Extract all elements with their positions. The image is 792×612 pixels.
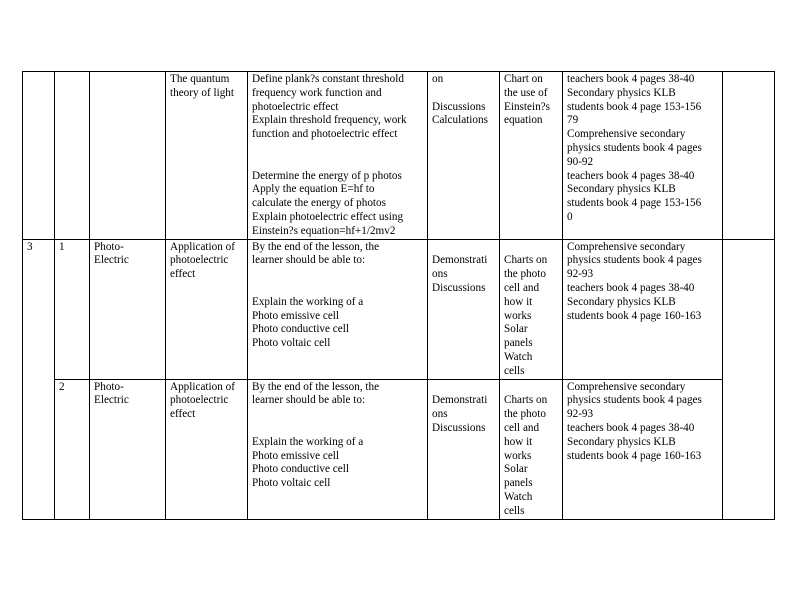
remarks-cell	[723, 239, 775, 519]
cell-line: photoelectric effect	[252, 100, 339, 113]
cell-line: students book 4 page 153-156	[567, 197, 702, 210]
topic-cell	[90, 72, 166, 240]
cell-line	[504, 241, 558, 255]
table-row	[23, 239, 775, 379]
cell-line: Define plank?s constant threshold	[252, 73, 404, 85]
cell-line: Photo voltaic cell	[252, 337, 331, 350]
cell-line: Solar	[504, 323, 528, 336]
cell-line: frequency work function and	[252, 86, 382, 99]
cell-line: Electric	[94, 254, 129, 267]
cell-line: cell and	[504, 281, 540, 294]
cell-line: cells	[504, 504, 525, 517]
cell-line: By the end of the lesson, the	[252, 380, 380, 393]
cell-line	[252, 268, 423, 282]
cell-line: theory of light	[170, 86, 235, 99]
cell-line	[252, 422, 423, 436]
cell-line: effect	[170, 268, 196, 281]
cell-line: Calculations	[432, 114, 488, 127]
cell-line: works	[504, 449, 532, 462]
cell-line: Discussions	[432, 281, 486, 294]
topic-cell	[90, 379, 166, 519]
cell-line: photoelectric	[170, 394, 229, 407]
cell-line: Photo conductive cell	[252, 323, 349, 336]
cell-line: teachers book 4 pages 38-40	[567, 281, 695, 294]
cell-line: effect	[170, 408, 196, 421]
cell-line: cell and	[504, 421, 540, 434]
cell-line: 90-92	[567, 155, 594, 168]
cell-line: 79	[567, 114, 579, 127]
cell-line: Explain the working of a	[252, 295, 364, 308]
subtopic-cell	[166, 239, 248, 379]
cell-line	[432, 381, 495, 395]
scheme-of-work-table	[22, 71, 775, 520]
cell-line: Secondary physics KLB	[567, 435, 676, 448]
cell-line: Einstein?s equation=hf+1/2mv2	[252, 224, 396, 237]
cell-line: calculate the energy of photos	[252, 197, 386, 210]
cell-line: students book 4 page 160-163	[567, 309, 702, 322]
cell-line: students book 4 page 160-163	[567, 449, 702, 462]
activities-cell	[428, 72, 500, 240]
cell-line: ons	[432, 268, 448, 281]
week-cell: 3	[23, 239, 55, 519]
cell-line: Electric	[94, 394, 129, 407]
cell-line: teachers book 4 pages 38-40	[567, 421, 695, 434]
cell-line: By the end of the lesson, the	[252, 240, 380, 253]
cell-line: Charts on	[504, 394, 548, 407]
cell-line: equation	[504, 114, 543, 127]
cell-line: Comprehensive secondary	[567, 380, 686, 393]
subtopic-cell	[166, 72, 248, 240]
cell-line: Photo emissive cell	[252, 449, 340, 462]
cell-line: Application of	[170, 240, 235, 253]
cell-line: how it	[504, 435, 533, 448]
cell-line: Demonstrati	[432, 394, 488, 407]
cell-line: Comprehensive secondary	[567, 128, 686, 141]
cell-line: the photo	[504, 408, 546, 421]
objectives-cell	[248, 72, 428, 240]
cell-line: Photo emissive cell	[252, 309, 340, 322]
cell-line: the photo	[504, 268, 546, 281]
resources-cell	[500, 379, 563, 519]
cell-line: learner should be able to:	[252, 254, 366, 267]
cell-line: Einstein?s	[504, 100, 550, 113]
objectives-cell	[248, 239, 428, 379]
cell-line: learner should be able to:	[252, 394, 366, 407]
cell-line: Demonstrati	[432, 254, 488, 267]
cell-line	[252, 156, 423, 170]
cell-line: the use of	[504, 86, 548, 99]
cell-line: teachers book 4 pages 38-40	[567, 73, 695, 85]
cell-line: Secondary physics KLB	[567, 86, 676, 99]
cell-line: Discussions	[432, 100, 486, 113]
cell-line: Comprehensive secondary	[567, 240, 686, 253]
cell-line: function and photoelectric effect	[252, 128, 398, 141]
lesson-cell: 2	[55, 379, 90, 519]
cell-line: Watch	[504, 490, 533, 503]
references-cell	[563, 239, 723, 379]
cell-line: Explain the working of a	[252, 435, 364, 448]
cell-line	[252, 282, 423, 296]
resources-cell	[500, 239, 563, 379]
table-row	[23, 379, 775, 519]
activities-cell	[428, 379, 500, 519]
cell-line: photoelectric	[170, 254, 229, 267]
cell-line: 92-93	[567, 268, 594, 281]
cell-line: panels	[504, 337, 533, 350]
cell-line: Explain threshold frequency, work	[252, 114, 407, 127]
cell-line: Secondary physics KLB	[567, 295, 676, 308]
cell-line: Photo voltaic cell	[252, 477, 331, 490]
cell-line: Secondary physics KLB	[567, 183, 676, 196]
cell-line	[504, 381, 558, 395]
cell-line: panels	[504, 477, 533, 490]
cell-line: Photo conductive cell	[252, 463, 349, 476]
cell-line: Determine the energy of p photos	[252, 169, 402, 182]
cell-line: 92-93	[567, 408, 594, 421]
topic-cell	[90, 239, 166, 379]
cell-line: Photo-	[94, 380, 124, 393]
cell-line	[252, 408, 423, 422]
cell-line: how it	[504, 295, 533, 308]
references-cell	[563, 379, 723, 519]
table-row	[23, 72, 775, 240]
cell-line: Discussions	[432, 421, 486, 434]
cell-line: physics students book 4 pages	[567, 394, 702, 407]
cell-line: works	[504, 309, 532, 322]
lesson-cell: 1	[55, 239, 90, 379]
cell-line	[432, 241, 495, 255]
references-cell	[563, 72, 723, 240]
objectives-cell	[248, 379, 428, 519]
cell-line: teachers book 4 pages 38-40	[567, 169, 695, 182]
resources-cell	[500, 72, 563, 240]
cell-line: Explain photoelectric effect using	[252, 210, 404, 223]
cell-line: Charts on	[504, 254, 548, 267]
cell-line	[432, 87, 495, 101]
week-cell	[23, 72, 55, 240]
cell-line: students book 4 page 153-156	[567, 100, 702, 113]
cell-line: Photo-	[94, 240, 124, 253]
cell-line: on	[432, 73, 444, 85]
cell-line	[252, 142, 423, 156]
cell-line: ons	[432, 408, 448, 421]
subtopic-cell	[166, 379, 248, 519]
cell-line: The quantum	[170, 73, 230, 85]
cell-line: Chart on	[504, 73, 543, 85]
cell-line: cells	[504, 364, 525, 377]
cell-line: Solar	[504, 463, 528, 476]
activities-cell	[428, 239, 500, 379]
cell-line: physics students book 4 pages	[567, 141, 702, 154]
cell-line: physics students book 4 pages	[567, 254, 702, 267]
remarks-cell	[723, 72, 775, 240]
cell-line: 0	[567, 210, 573, 223]
cell-line: Watch	[504, 350, 533, 363]
lesson-cell	[55, 72, 90, 240]
cell-line: Application of	[170, 380, 235, 393]
cell-line: Apply the equation E=hf to	[252, 183, 375, 196]
